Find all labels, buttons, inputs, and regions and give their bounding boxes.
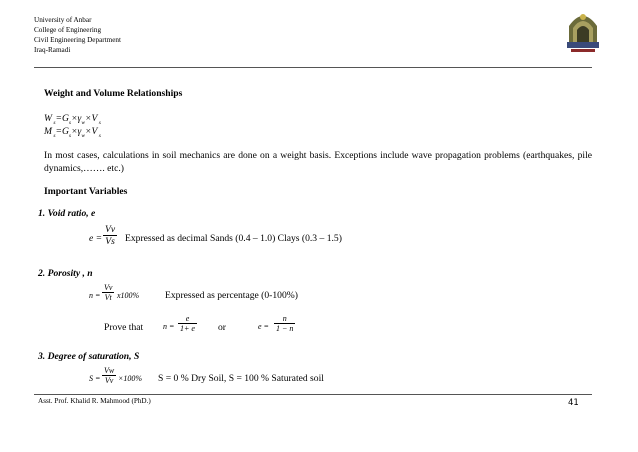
- section-title: Weight and Volume Relationships: [44, 88, 183, 99]
- void-ratio-lhs: e =: [89, 233, 103, 244]
- porosity-fraction: [102, 283, 114, 302]
- header-college: College of Engineering: [34, 26, 102, 34]
- void-ratio-heading: 1. Void ratio, e: [38, 208, 96, 219]
- university-logo: [565, 8, 601, 54]
- porosity-description: Expressed as percentage (0-100%): [165, 290, 298, 301]
- prove-formula1-lhs: n =: [163, 322, 175, 331]
- header-department: Civil Engineering Department: [34, 36, 122, 44]
- important-variables-title: Important Variables: [44, 186, 128, 197]
- footer-author: Asst. Prof. Khalid R. Mahmood (PhD.): [38, 397, 151, 405]
- prove-formula2-fraction: [274, 314, 295, 333]
- prove-formula2-denominator: 1 − n: [276, 324, 294, 333]
- void-ratio-fraction: [103, 224, 117, 247]
- top-divider: [34, 67, 592, 68]
- saturation-suffix: ×100%: [118, 374, 143, 383]
- void-ratio-description: Expressed as decimal Sands (0.4 – 1.0) Clays (0.3 – 1.5): [125, 233, 342, 244]
- page-number: 41: [568, 398, 579, 408]
- saturation-description: S = 0 % Dry Soil, S = 100 % Saturated soil: [158, 373, 324, 384]
- prove-label: Prove that: [104, 322, 144, 333]
- or-label: or: [218, 322, 226, 333]
- prove-formula1-denominator: 1+ e: [180, 324, 195, 333]
- prove-formula2-numerator: n: [282, 314, 287, 323]
- header-university: University of Anbar: [34, 16, 92, 24]
- void-ratio-denominator: Vs: [105, 236, 115, 247]
- porosity-denominator: Vt: [104, 293, 112, 302]
- porosity-lhs: n =: [89, 291, 101, 300]
- saturation-lhs: S =: [89, 374, 101, 383]
- prove-formula2-lhs: e =: [258, 322, 269, 331]
- saturation-numerator: Vw: [104, 366, 115, 375]
- void-ratio-numerator: Vv: [105, 224, 116, 235]
- equation-ms: M $_s=G_s\times\gamma_w\times V$ $_s$: [44, 126, 101, 139]
- bottom-divider: [34, 394, 592, 395]
- saturation-denominator: Vv: [104, 376, 114, 385]
- intro-paragraph: In most cases, calculations in soil mechanics are done on a weight basis. Exceptions include wave propagation problems (earthquakes, pile dynamics,……. etc.): [44, 150, 592, 174]
- saturation-heading: 3. Degree of saturation, S: [38, 351, 140, 362]
- porosity-numerator: Vv: [104, 283, 113, 292]
- saturation-fraction: [102, 366, 116, 385]
- prove-formula1-fraction: [178, 314, 197, 333]
- prove-formula1-numerator: e: [185, 314, 190, 323]
- porosity-suffix: x100%: [117, 291, 140, 300]
- equation-ws: W $_s=G_s\times\gamma_w\times V$ $_s$: [44, 113, 101, 126]
- porosity-heading: 2. Porosity , n: [38, 268, 93, 279]
- header-location: Iraq-Ramadi: [34, 46, 71, 54]
